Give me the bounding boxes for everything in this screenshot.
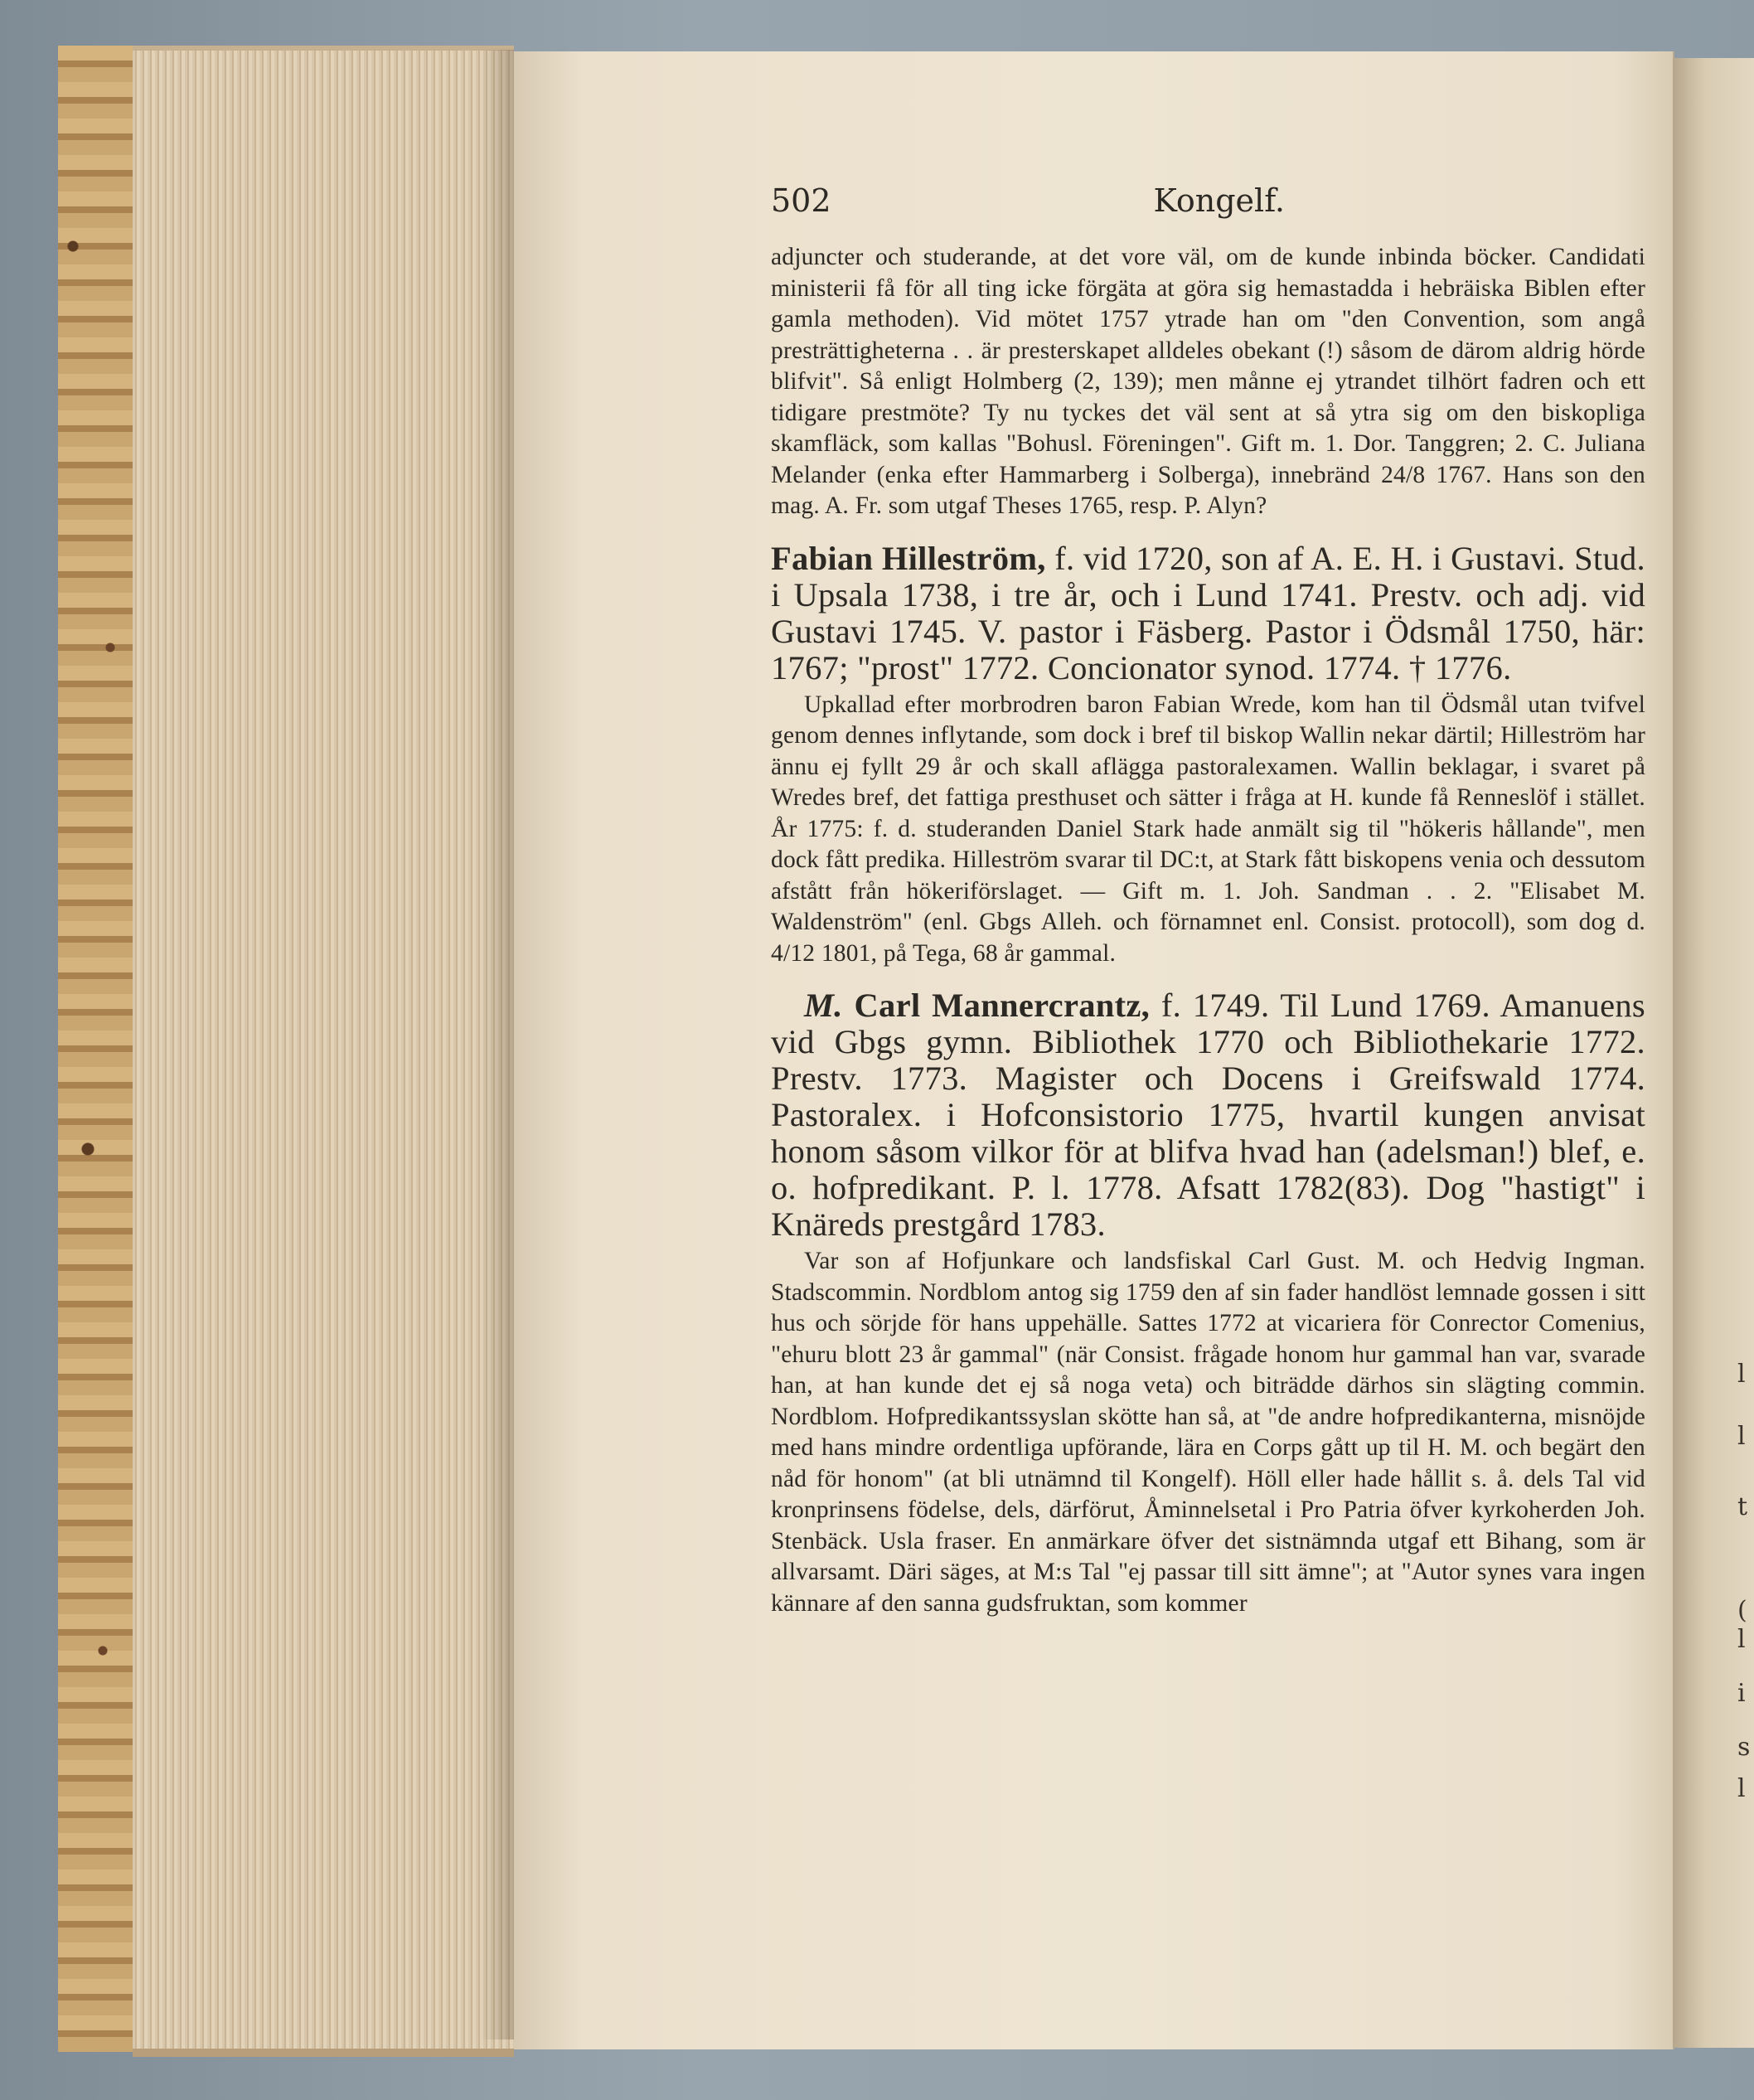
page-number: 502 (771, 182, 831, 219)
entry-summary (771, 987, 1645, 1243)
entry-summary (771, 541, 1645, 686)
biography-entry (771, 987, 1645, 1619)
facing-page-fragment: l (1737, 1774, 1746, 1803)
facing-page-fragment: i (1737, 1679, 1746, 1708)
book-cover-edge (58, 46, 135, 2052)
entry-prefix: M. (804, 987, 843, 1024)
facing-page-fragment: ( (1737, 1596, 1747, 1625)
facing-page-fragment: l (1737, 1360, 1746, 1389)
entry-summary-text: f. vid 1720, son af A. E. H. i Gustavi. Stud. i Upsala 1738, i tre år, och i Lund 1741. Prestv. och adj. vid Gustavi 1745. V. pastor i Fäsberg. Pastor i Ödsmål 1750, här: 1767; "prost" 1772. Concionator synod. 1774. † 1776. (771, 539, 1645, 686)
facing-page-fragment: l (1737, 1422, 1746, 1451)
facing-page-fragment: l (1737, 1625, 1746, 1654)
page-content (771, 182, 1645, 1619)
entry-note: Upkallad efter morbrodren baron Fabian Wrede, kom han til Ödsmål utan tvifvel genom dennes inflytande, som dock i bref til biskop Wallin nekar därtil; Hilleström har ännu ej fyllt 29 år och skall aflägga pastoralexamen. Wallin beklagar, i svaret på Wredes bref, det fattiga presthuset och sätter i fråga at H. kunde få Renneslöf i stället. År 1775: f. d. studeranden Daniel Stark hade anmält sig til "hökeris hållande", men dock fått predika. Hilleström svarar til DC:t, at Stark fått biskopens venia och dessutom afstått från hökeriförslaget. — Gift m. 1. Joh. Sandman . . 2. "Elisabet M. Waldenström" (enl. Gbgs Alleh. och förnamnet enl. Consist. protocoll), som dog d. 4/12 1801, på Tega, 68 år gammal. (771, 691, 1645, 967)
entry-name: Fabian Hilleström, (771, 539, 1046, 577)
facing-page-fragment: t (1737, 1492, 1748, 1521)
page-header (771, 182, 1285, 219)
entry-note: Var son af Hofjunkare och landsfiskal Carl Gust. M. och Hedvig Ingman. Stadscommin. Nordblom antog sig 1759 den af sin fader handlöst lemnade gossen i sitt hus och sörjde för hans uppehälle. Sattes 1772 at vicariera för Conrector Comenius, "ehuru blott 23 år gammal" (när Consist. frågade honom hur gammal han var, svarade han, at han kunde det ej så noga veta) och biträdde därhos sin slägting commin. Nordblom. Hofpredikantssyslan skötte han så, at "de andre hofpredikanterna, misnöjde med hans mindre ordentliga upförande, lära en Corps gått up til H. M. och begärt den nåd för honom" (at bli utnämnd til Kongelf). Höll eller hade hållit s. å. dels Tal vid kronprinsens födelse, dels, därförut, Åminnelsetal i Pro Patria öfver kyrkoherden Joh. Stenbäck. Usla fraser. En anmärkare öfver det sistnämnda utgaf ett Bihang, som är allvarsamt. Däri säges, at M:s Tal "ej passar till sitt ämne"; at "Autor synes vara ingen kännare af den sanna gudsfruktan, som kommer (771, 1248, 1645, 1617)
gutter-shadow (481, 50, 514, 2039)
continuation-paragraph: adjuncter och studerande, at det vore väl, om de kunde inbinda böcker. Candidati ministerii få för all ting icke förgäta at göra sig hemastadda i hebräiska Biblen efter gamla methoden). Vid mötet 1757 ytrade han om "den Convention, som angå presträttigheterna . . är presterskapet alldeles obekant (!) såsom de därom aldrig hörde blifvit". Så enligt Holmberg (2, 139); men månne ej ytrandet tilhört fadren och ett tidigare prestmöte? Ty nu tyckes det väl sent at så ytra sig om den biskopliga skamfläck, som kallas "Bohusl. Föreningen". Gift m. 1. Dor. Tanggren; 2. C. Juliana Melander (enka efter Hammarberg i Solberga), innebränd 24/8 1767. Hans son den mag. A. Fr. som utgaf Theses 1765, resp. P. Alyn? (771, 244, 1645, 519)
running-title: Kongelf. (1153, 182, 1285, 219)
facing-page-fragment: s (1737, 1733, 1751, 1762)
page-stack (133, 46, 514, 2057)
entry-name: Carl Mannercrantz, (854, 987, 1151, 1024)
biography-entry (771, 541, 1645, 970)
entry-summary-text: f. 1749. Til Lund 1769. Amanuens vid Gbgs gymn. Bibliothek 1770 och Bibliothekarie 1772. Prestv. 1773. Magister och Docens i Greifswald 1774. Pastoralex. i Hofconsistorio 1775, hvartil kungen anvisat honom såsom vilkor för at blifva hvad han (adelsman!) blef, e. o. hofpredikant. P. l. 1778. Afsatt 1782(83). Dog "hastigt" i Knäreds prestgård 1783. (771, 987, 1645, 1243)
